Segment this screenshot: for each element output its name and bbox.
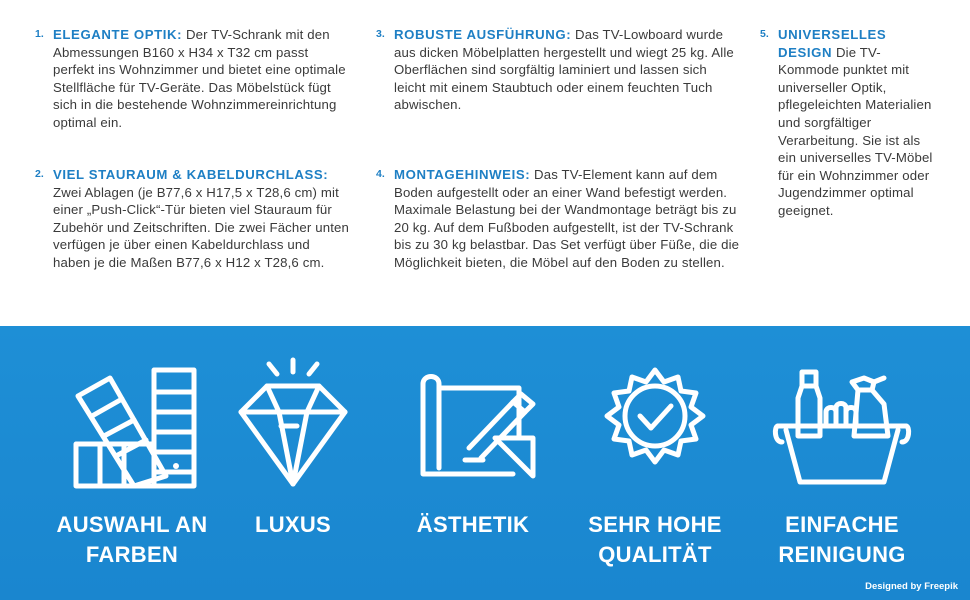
item-number: 4. [376, 168, 385, 180]
item-body: Das TV-Element kann auf dem Boden aufgestellt oder an einer Wand befestigt werden. Maximale Belastung bei der Wandmontage beträgt bis zu 20 kg. Auf dem Fußboden aufgestellt, ist der TV-Schrank bis zu 30 kg belastbar. Das Set verfügt über Füße, die die Möglichkeit bieten, die Möbel auf den Boden zu stellen. [394, 167, 740, 270]
feature-item-3 [376, 26, 741, 114]
item-title: MONTAGEHINWEIS: [394, 167, 531, 182]
feature-label: SEHR HOHE QUALITÄT [588, 512, 722, 567]
feature-item-4 [376, 166, 741, 272]
feature-item-2 [35, 166, 350, 272]
item-title: ELEGANTE OPTIK: [53, 27, 183, 42]
item-number: 5. [760, 28, 769, 40]
quality-badge-check-icon [565, 326, 745, 496]
item-number: 1. [35, 28, 44, 40]
item-title: ROBUSTE AUSFÜHRUNG: [394, 27, 572, 42]
credit-text: Designed by Freepik [865, 581, 958, 592]
feature-icon-banner [0, 326, 970, 600]
item-text [53, 26, 350, 132]
cleaning-bucket-icon [752, 326, 932, 496]
item-body: Die TV-Kommode punktet mit universeller Optik, pflegeleichten Materialien und sorgfältiger Verarbeitung. Sie ist als ein universelles TV-Möbel für ein Wohnzimmer oder Jugendzimmer optimal geeignet. [778, 44, 933, 218]
color-swatches-icon [42, 326, 222, 496]
feature-label: EINFACHE REINIGUNG [778, 512, 906, 567]
item-text [778, 26, 940, 220]
item-body: Der TV-Schrank mit den Abmessungen B160 x H34 x T32 cm passt perfekt ins Wohnzimmer und bietet eine optimale Stellfläche für TV-Geräte. Das Möbelstück fügt sich in die bestehende Wohnzimmereinrichtung optimal ein. [53, 27, 346, 130]
item-number: 2. [35, 168, 44, 180]
diamond-icon [203, 326, 383, 496]
feature-label: AUSWAHL AN FARBEN [56, 512, 208, 567]
feature-item-1 [35, 26, 350, 132]
item-text [394, 26, 741, 114]
item-text [394, 166, 741, 272]
feature-label: ÄSTHETIK [416, 512, 530, 537]
design-drawing-icon [383, 326, 563, 496]
item-title: UNIVERSELLES DESIGN [778, 27, 887, 60]
feature-item-5 [760, 26, 940, 220]
feature-label: LUXUS [254, 512, 332, 537]
item-body: Das TV-Lowboard wurde aus dicken Möbelplatten hergestellt und wiegt 25 kg. Alle Oberflächen sind sorgfältig laminiert und lassen sich leicht mit einem Staubtuch oder einem feuchten Tuch abwischen. [394, 27, 734, 113]
item-text [53, 166, 350, 272]
item-number: 3. [376, 28, 385, 40]
item-body: Zwei Ablagen (je B77,6 x H17,5 x T28,6 cm) mit einer „Push-Click“-Tür bieten viel Stauraum für Zubehör und Zeitschriften. Die zwei Fächer unten verfügen je über einen Kabeldurchlass und haben je die Maßen B77,6 x H12 x T28,6 cm. [53, 184, 350, 270]
item-title: VIEL STAURAUM & KABELDURCHLASS: [53, 167, 329, 182]
